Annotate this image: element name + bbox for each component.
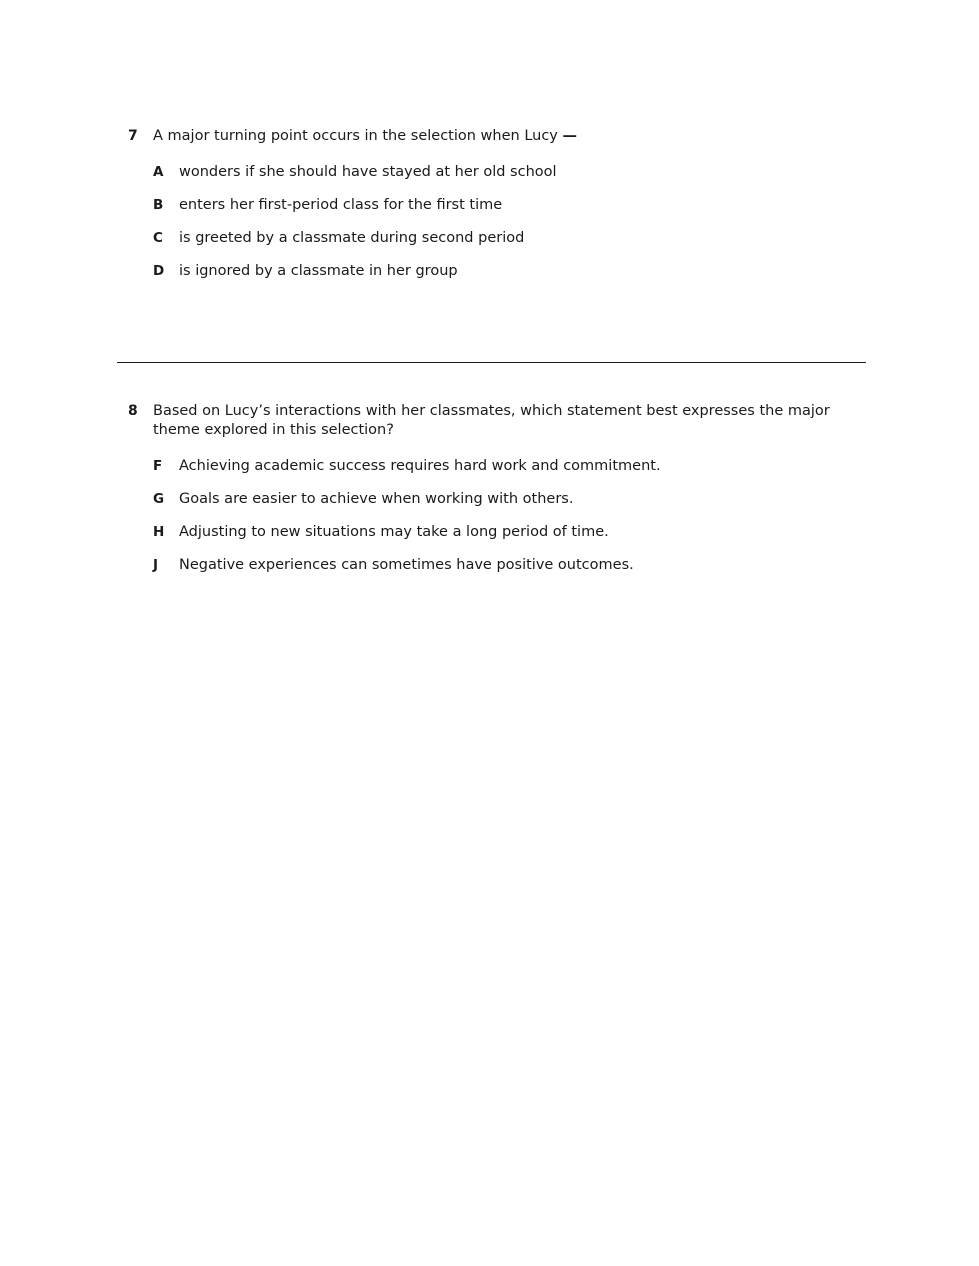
answer-choice-d[interactable] [153, 262, 848, 295]
choice-text: Adjusting to new situations may take a long period of time. [179, 524, 609, 540]
choice-text: wonders if she should have stayed at her old school [179, 164, 557, 180]
choice-letter: J [153, 557, 159, 573]
choice-text: is ignored by a classmate in her group [179, 263, 458, 279]
choice-letter: H [153, 524, 165, 540]
question-7 [128, 127, 848, 295]
question-stem [153, 127, 848, 146]
answer-choice-c[interactable] [153, 229, 848, 262]
choice-text: Goals are easier to achieve when working with others. [179, 491, 574, 507]
choice-letter: G [153, 491, 165, 507]
choice-text: enters her first-period class for the first time [179, 197, 503, 213]
choice-letter: F [153, 458, 163, 474]
choice-letter: C [153, 230, 163, 246]
answer-choice-g[interactable] [153, 490, 848, 523]
section-divider [117, 362, 866, 363]
question-number: 7 [128, 128, 138, 144]
question-stem-row [128, 127, 848, 146]
choice-letter: D [153, 263, 165, 279]
question-stem: Based on Lucy’s interactions with her classmates, which statement best expresses the major theme explored in this selection? [153, 403, 830, 438]
answer-choices [153, 457, 848, 589]
answer-choice-f[interactable] [153, 457, 848, 490]
answer-choices [153, 163, 848, 295]
choice-text: is greeted by a classmate during second period [179, 230, 525, 246]
answer-choice-b[interactable] [153, 196, 848, 229]
answer-choice-h[interactable] [153, 523, 848, 556]
choice-text: Negative experiences can sometimes have positive outcomes. [179, 557, 634, 573]
answer-choice-j[interactable] [153, 556, 848, 589]
question-stem-text: A major turning point occurs in the selection when Lucy [153, 128, 558, 144]
question-number: 8 [128, 403, 138, 419]
question-stem-row [128, 402, 848, 440]
choice-letter: B [153, 197, 164, 213]
stem-dash: — [562, 128, 577, 144]
answer-choice-a[interactable] [153, 163, 848, 196]
choice-letter: A [153, 164, 164, 180]
question-8 [128, 402, 848, 589]
choice-text: Achieving academic success requires hard work and commitment. [179, 458, 661, 474]
